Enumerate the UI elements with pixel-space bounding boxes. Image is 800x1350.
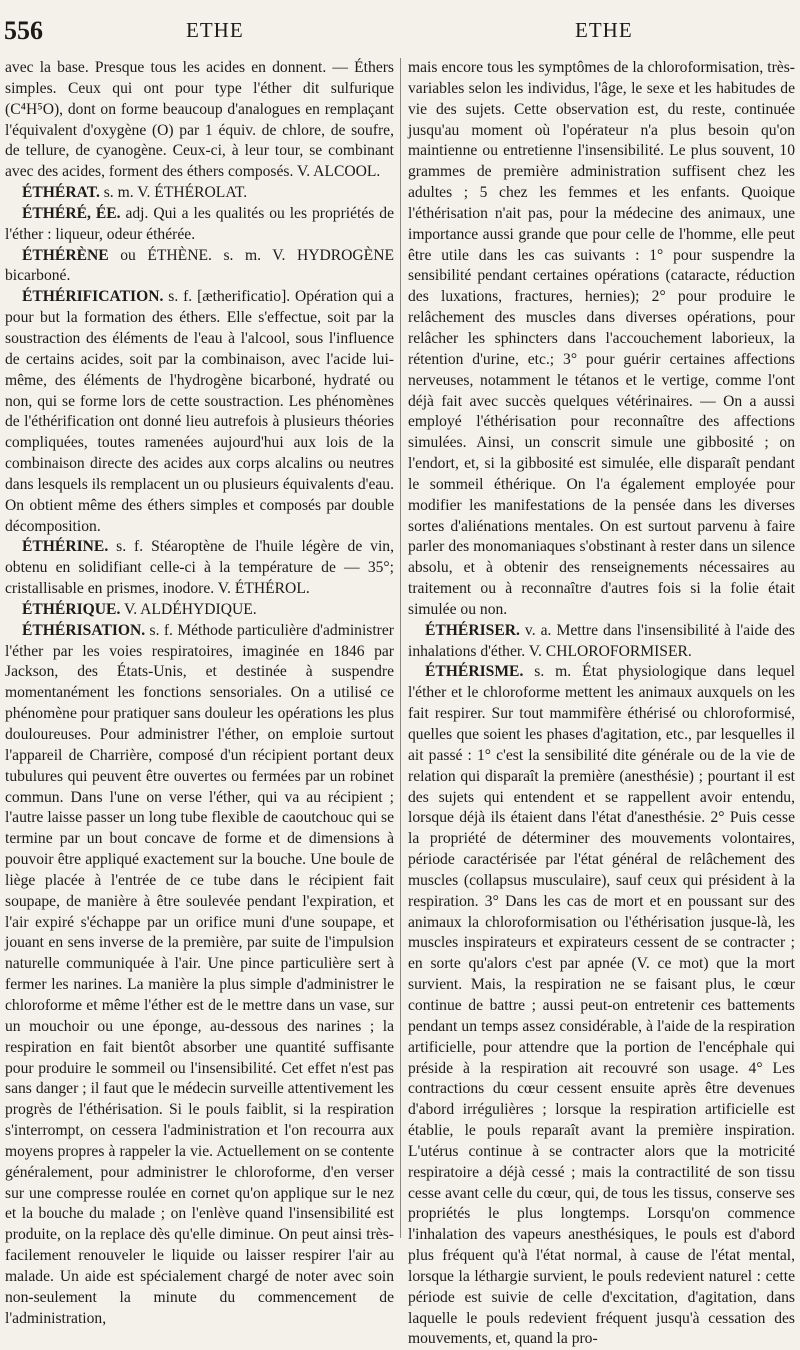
entry-text: s. f. Méthode particulière d'administrer l'éther par les voies respiratoires, imaginée en 1846 par Jackson, des États-Unis, et destinée à suspendre momentanément les fonctions sensoriales. On a utilisé ce phénomène pour pratiquer sans douleur les opérations les plus douloureuses. Pour administrer l'éther, on emploie surtout l'appareil de Charrière, composé d'un récipient portant deux tubulures qui peuvent être ouvertes ou fermées par un robinet commun. Dans l'une on verse l'éther, qui va au récipient ; l'autre laisse passer un long tube flexible de caoutchouc qui se termine par un bout concave de forme et de dimensions à pouvoir être appliqué exactement sur la bouche. Une boule de liège placée à l'entrée de ce tube dans le récipient fait soupape, de manière à être soulevée pendant l'expiration, et l'air expiré s'échappe par un orifice muni d'une soupape, et jouant en sens inverse de la première, par suite de l'impulsion naturelle communiquée à l'air. Une pince particulière sert à fermer les narines. La manière la plus simple d'administrer le chloroforme et même l'éther est de le mettre dans un vase, sur un mouchoir ou une éponge, au-dessous des narines ; la respiration en fait bientôt absorber une quantité suffisante pour produire le sommeil ou l'insensibilité. Cet effet n'est pas sans danger ; il faut que le médecin surveille attentivement les progrès de l'éthérisation. Si le pouls faiblit, si la respiration s'interrompt, on cessera l'administration et l'on recourra aux moyens propres à rappeler la vie. Actuellement on se contente généralement, pour administrer le chloroforme, d'en verser sur une compresse roulée en cornet qu'on applique sur le nez et la bouche du malade ; on l'enlève quand l'insensibilité est produite, on la replace dès qu'elle diminue. On peut ainsi très-facilement renouveler le liquide ou laisser respirer l'air au malade. Un aide est spécialement chargé de noter avec soin non-seulement la minute du commencement de l'administration, bbox=[5, 621, 394, 1327]
entry-etherisme bbox=[408, 662, 795, 1350]
entry-text: s. m. V. ÉTHÉROLAT. bbox=[99, 184, 248, 202]
entry-text: v. a. Mettre dans l'insensibilité à l'aide des inhalations d'éther. V. CHLOROFORMISER. bbox=[408, 621, 795, 660]
entry-etherene bbox=[5, 246, 394, 288]
left-column bbox=[5, 58, 394, 1329]
page-number: 556 bbox=[4, 16, 43, 45]
entry-etheriser bbox=[408, 621, 795, 663]
entry-etherique bbox=[5, 600, 394, 621]
entry-etherisation bbox=[5, 621, 394, 1330]
entry-headword: ÉTHÉRINE. bbox=[22, 538, 109, 556]
column-divider bbox=[400, 58, 401, 1238]
entry-text: adj. Qui a les qualités ou les propriétés de l'éther : liqueur, odeur éthérée. bbox=[5, 204, 394, 243]
entry-ethere bbox=[5, 204, 394, 246]
entry-text: s. f. Stéaroptène de l'huile légère de vin, obtenu en solidifiant celle-ci à la température de — 35°; cristallisable en prismes, inodore. V. ÉTHÉROL. bbox=[5, 538, 394, 598]
entry-headword: ÉTHÉRISME. bbox=[425, 663, 524, 681]
entry-text: s. m. État physiologique dans lequel l'éther et le chloroforme mettent les animaux auxquels on les fait respirer. Sur tout mammifère éthérisé ou chloroformisé, quelles que soient les phases d'agitation, etc., par lesquelles il ait passé : 1° c'est la sensibilité dite générale ou de la vie de relation qui disparaît la première (anesthésie) ; pourtant il est des sujets qui entendent et se rappellent avoir entendu, lorsque déjà ils étaient dans l'état d'anesthésie. 2° Puis cesse la propriété de déterminer des mouvements volontaires, période caractérisée par l'état général de relâchement des muscles (collapsus musculaire), sauf ceux qui président à la respiration. 3° Dans les cas de mort et en poussant sur des animaux la chloroformisation ou l'éthérisation jusque-là, les muscles inspirateurs et expirateurs cessent de se contracter ; en sorte qu'alors c'est par apnée (V. ce mot) que la mort survient. Mais, la respiration ne se faisant plus, le cœur continue de battre ; aussi peut-on entretenir ces battements pendant un temps assez considérable, à l'aide de la respiration artificielle, pour attendre que la portion de l'encéphale qui préside à la respiration ait recouvré son usage. 4° Les contractions du cœur cessent ensuite après être devenues d'abord irrégulières ; lorsque la respiration artificielle est établie, le pouls reparaît avant la première inspiration. L'utérus continue à se contracter alors que la motricité respiratoire a déjà cessé ; mais la contractilité de son tissu cesse avant celle du cœur, qui, de tous les tissus, conserve ses propriétés le plus longtemps. Lorsqu'on commence l'inhalation des vapeurs anesthésiques, le pouls est d'abord plus fréquent qu'à l'état normal, à cause de l'état mental, lorsque la léthargie survient, le pouls redevient naturel : cette période est suivie de celle d'excitation, d'agitation, dans laquelle le pouls redevient fréquent jusqu'à cessation des mouvements, et, quand la pro- bbox=[408, 663, 795, 1348]
entry-etherification bbox=[5, 287, 394, 537]
entry-headword: ÉTHÉRÈNE bbox=[22, 246, 109, 264]
entry-continuation: avec la base. Presque tous les acides en donnent. — Éthers simples. Ceux qui ont pour type l'éther dit sulfurique (C⁴H⁵O), dont on forme beaucoup d'analogues en remplaçant l'équivalent d'oxygène (O) par 1 équiv. de chlore, de soufre, de tellure, de cyanogène. Ceux-ci, à leur tour, se combinant avec des acides, forment des éthers composés. V. ALCOOL. bbox=[5, 59, 394, 181]
entry-etherine bbox=[5, 537, 394, 600]
entry-etherat bbox=[5, 183, 394, 204]
entry-text: ou ÉTHÈNE. s. m. V. HYDROGÈNE bicarboné. bbox=[5, 246, 394, 285]
entry-headword: ÉTHÉRIQUE. bbox=[22, 600, 121, 618]
entry-text: V. ALDÉHYDIQUE. bbox=[120, 600, 257, 618]
entry-headword: ÉTHÉRÉ, ÉE. bbox=[22, 204, 121, 222]
entry-continuation: mais encore tous les symptômes de la chloroformisation, très-variables selon les individus, l'âge, le sexe et les habitudes de vie des sujets. Cette observation est, du reste, continuée jusqu'au moment où l'opérateur n'a plus besoin qu'on maintienne ou entretienne l'insensibilité. Le plus souvent, 10 grammes de première administration suffisent chez les adultes ; 5 chez les femmes et les enfants. Quoique l'éthérisation n'ait pas, pour la médecine des animaux, une importance aussi grande que pour celle de l'homme, elle peut être utile dans les cas suivants : 1° pour suspendre la sensibilité pendant certaines opérations (cataracte, réduction des luxations, fractures, hernies); 2° pour produire le relâchement des muscles dans diverses opérations, pour relâcher les sphincters dans l'accouchement laborieux, la rétention d'urine, etc.; 3° pour guérir certaines affections nerveuses, notamment le tétanos et le vertige, comme l'ont déjà fait avec succès quelques vétérinaires. — On a aussi employé l'éthérisation pour reconnaître des affections simulées. Ainsi, un conscrit simule une gibbosité ; on l'endort, et, si la gibbosité est simulée, elle disparaît pendant le sommeil éthérique. On l'a également employée pour modifier les manifestations de la pensée dans les diverses sortes d'aliénations mentales. On est surtout parvenu à faire parler des monomaniaques s'obstinant à rester dans un silence absolu, et à obtenir des renseignements nécessaires au traitement ou à reconnaître d'autres fois si la folie était simulée ou non. bbox=[408, 59, 795, 618]
running-head-left: ETHE bbox=[186, 18, 244, 42]
right-column bbox=[408, 58, 795, 1350]
running-head-right: ETHE bbox=[575, 18, 633, 42]
entry-text: s. f. [ætherificatio]. Opération qui a pour but la formation des éthers. Elle s'effectue, soit par la soustraction des éléments de l'eau à l'alcool, sous l'influence de certains acides, soit par la combinaison, avec l'acide lui-même, des éléments de l'hydrogène bicarboné, hydraté ou non, qui se forme lors de cette soustraction. Les phénomènes de l'éthérification ont donné lieu autrefois à plusieurs théories compliquées, toutes ramenées aujourd'hui aux lois de la combinaison directe des acides aux corps alcalins ou neutres dans lesquels ils remplacent un ou plusieurs équivalents d'eau. On obtient même des éthers simples et composés par double décomposition. bbox=[5, 288, 394, 535]
entry-headword: ÉTHÉRIFICATION. bbox=[22, 288, 164, 306]
entry-headword: ÉTHÉRISER. bbox=[425, 621, 520, 639]
entry-headword: ÉTHÉRAT. bbox=[22, 184, 100, 202]
page-header bbox=[0, 16, 800, 50]
entry-headword: ÉTHÉRISATION. bbox=[22, 621, 146, 639]
